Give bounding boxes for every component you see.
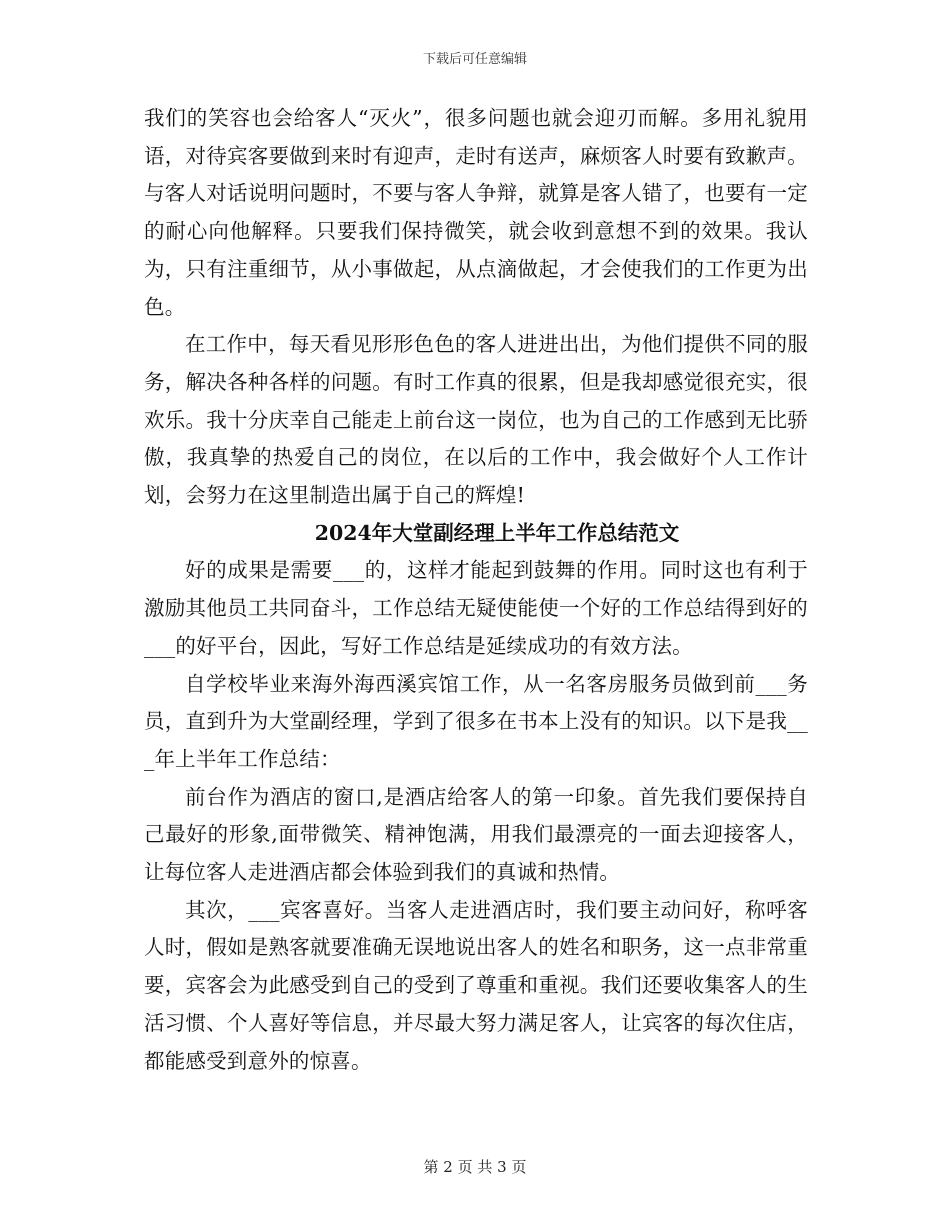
paragraph-guest-preferences: 其次，___宾客喜好。当客人走进酒店时，我们要主动问好，称呼客人时，假如是熟客就要准确无误地说出客人的姓名和职务，这一点非常重要，宾客会为此感受到自己的受到了尊重和重视。我们还要收集客人的生活习惯、个人喜好等信息，并尽最大努力满足客人，让宾客的每次住店，都能感受到意外的惊喜。 xyxy=(144,897,808,1073)
document-title: 2024年大堂副经理上半年工作总结范文 xyxy=(314,520,680,545)
paragraph-continuation: 我们的笑容也会给客人“灭火”，很多问题也就会迎刃而解。多用礼貌用语，对待宾客要做到来时有迎声，走时有送声，麻烦客人时要有致歉声。与客人对话说明问题时，不要与客人争辩，就算是客人错了，也要有一定的耐心向他解释。只要我们保持微笑，就会收到意想不到的效果。我认为，只有注重细节，从小事做起，从点滴做起，才会使我们的工作更为出色。 xyxy=(144,106,808,319)
page-header: 下载后可任意编辑 xyxy=(422,52,527,67)
paragraph-front-desk: 前台作为酒店的窗口,是酒店给客人的第一印象。首先我们要保持自己最好的形象,面带微笑、精神饱满，用我们最漂亮的一面去迎接客人，让每位客人走进酒店都会体验到我们的真诚和热情。 xyxy=(144,784,808,885)
paragraph-background: 自学校毕业来海外海西溪宾馆工作，从一名客房服务员做到前___务员，直到升为大堂副经理，学到了很多在书本上没有的知识。以下是我___年上半年工作总结： xyxy=(144,671,808,771)
paragraph-intro: 好的成果是需要___的，这样才能起到鼓舞的作用。同时这也有利于激励其他员工共同奋斗，工作总结无疑使能使一个好的工作总结得到好的___的好平台，因此，写好工作总结是延续成功的有效方法。 xyxy=(144,558,808,658)
document-body xyxy=(144,100,808,1080)
paragraph-work-reflection: 在工作中，每天看见形形色色的客人进进出出，为他们提供不同的服务，解决各种各样的问题。有时工作真的很累，但是我却感觉很充实，很欢乐。我十分庆幸自己能走上前台这一岗位，也为自己的工作感到无比骄傲，我真挚的热爱自己的岗位，在以后的工作中，我会做好个人工作计划，会努力在这里制造出属于自己的辉煌! xyxy=(144,332,808,508)
page-number: 第 2 页 共 3 页 xyxy=(423,1158,527,1176)
